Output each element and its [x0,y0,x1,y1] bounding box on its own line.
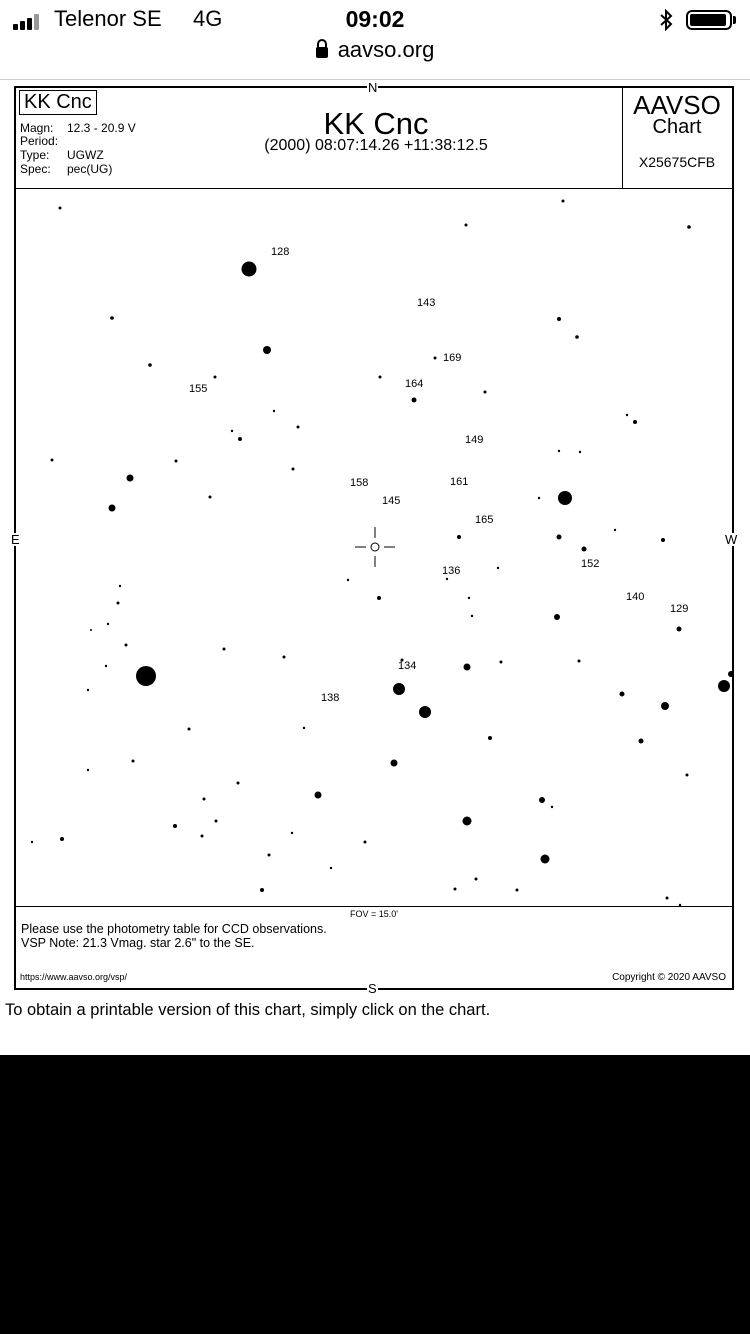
star [488,736,492,740]
star [136,666,156,686]
star [468,597,470,599]
star [516,889,519,892]
star [419,706,431,718]
star [557,317,561,321]
star [538,497,540,499]
star [551,806,553,808]
star [633,420,637,424]
star [687,225,691,229]
spec-row: Spec: pec(UG) [20,162,113,176]
star [500,661,503,664]
chart-word: Chart [652,116,702,138]
star [666,897,669,900]
star-field [16,189,732,906]
comparison-label: 164 [405,378,424,390]
star [201,835,204,838]
target-reticle [355,527,395,567]
star [558,450,560,452]
direction-north: N [368,80,378,95]
star [475,878,478,881]
star [59,207,62,210]
vsp-note: VSP Note: 21.3 Vmag. star 2.6" to the SE. [21,936,255,950]
star [31,841,33,843]
direction-south: S [368,981,377,996]
star [393,683,405,695]
star [105,665,107,667]
star [626,414,628,416]
comparison-label: 158 [350,477,369,489]
star [454,888,457,891]
star [303,727,305,729]
star [273,410,275,412]
star [330,867,332,869]
star [639,739,644,744]
star [471,615,473,617]
stars [31,200,732,907]
star [209,496,212,499]
star [677,627,682,632]
star [297,426,300,429]
star [260,888,264,892]
comparison-label: 143 [417,297,436,309]
star [238,437,242,441]
star [117,602,120,605]
empty-area [0,1055,750,1334]
star [497,567,499,569]
star [125,644,128,647]
aavso-logo-text: AAVSO [633,90,721,120]
comparison-label: 138 [321,692,340,704]
carrier-name: Telenor SE [54,6,162,31]
star [292,468,295,471]
comparison-label: 161 [450,476,469,488]
chart-id: X25675CFB [638,154,716,170]
direction-west: W [725,532,738,547]
star [377,596,381,600]
comparison-label: 134 [398,660,417,672]
star [87,689,89,691]
star [51,459,54,462]
star [661,538,665,542]
star [464,664,471,671]
star [283,656,286,659]
star [562,200,565,203]
star [87,769,89,771]
star [379,376,382,379]
star [728,671,732,677]
star [578,660,581,663]
copyright: Copyright © 2020 AAVSO [612,972,726,983]
star [541,855,550,864]
star [539,797,545,803]
star [412,398,417,403]
star [718,680,730,692]
star [223,648,226,651]
star [465,224,468,227]
star [484,391,487,394]
star [558,491,572,505]
star [107,623,109,625]
address-bar[interactable] [0,37,750,75]
star [214,376,217,379]
type-row: Type: UGWZ [20,148,104,162]
star-name-box: KK Cnc [19,90,97,115]
star [110,316,114,320]
status-clock: 09:02 [345,6,405,32]
period-row: Period: [20,134,59,148]
star [268,854,271,857]
chart-caption: To obtain a printable version of this chart, simply click on the chart. [5,1001,491,1019]
star [263,346,271,354]
field-of-view: FOV = 15.0' [350,909,398,919]
star [237,782,240,785]
footer-divider [16,906,732,907]
comparison-label: 145 [382,495,401,507]
star [119,585,121,587]
star [463,817,472,826]
comparison-label: 169 [443,352,462,364]
star [457,535,461,539]
comparison-star-labels [189,246,688,704]
chart-coordinates: (2000) 08:07:14.26 +11:38:12.5 [264,137,488,154]
photometry-note: Please use the photometry table for CCD observations. [21,922,327,936]
bluetooth-icon [658,9,674,37]
star [60,837,64,841]
star [434,357,437,360]
url-text: aavso.org [337,37,435,62]
vsp-url: https://www.aavso.org/vsp/ [20,972,128,982]
star [242,262,257,277]
star [109,505,116,512]
star [554,614,560,620]
chart-title: KK Cnc [323,106,429,141]
comparison-label: 129 [670,603,689,615]
comparison-label: 165 [475,514,494,526]
finder-chart[interactable] [11,80,738,996]
star [620,692,625,697]
star [315,792,322,799]
star [175,460,178,463]
comparison-label: 149 [465,434,484,446]
network-type: 4G [193,6,223,31]
star [391,760,398,767]
star [661,702,669,710]
comparison-label: 128 [271,246,290,258]
star [614,529,616,531]
star [446,578,448,580]
star [132,760,135,763]
comparison-label: 140 [626,591,645,603]
star [203,798,206,801]
star [215,820,218,823]
star [364,841,367,844]
comparison-label: 155 [189,383,208,395]
star [575,335,579,339]
comparison-label: 136 [442,565,461,577]
battery-icon [686,10,732,30]
comparison-label: 152 [581,558,600,570]
direction-east: E [11,532,20,547]
star [686,774,689,777]
star [557,535,562,540]
star [188,728,191,731]
star [231,430,233,432]
lock-icon [316,47,328,58]
star [579,451,581,453]
battery-tip [733,16,736,24]
star [679,904,681,906]
star [582,547,587,552]
star [291,832,293,834]
star [173,824,177,828]
star [148,363,152,367]
magnitude-row: Magn: 12.3 - 20.9 V [20,121,136,135]
star [347,579,349,581]
star [90,629,92,631]
star [127,475,134,482]
